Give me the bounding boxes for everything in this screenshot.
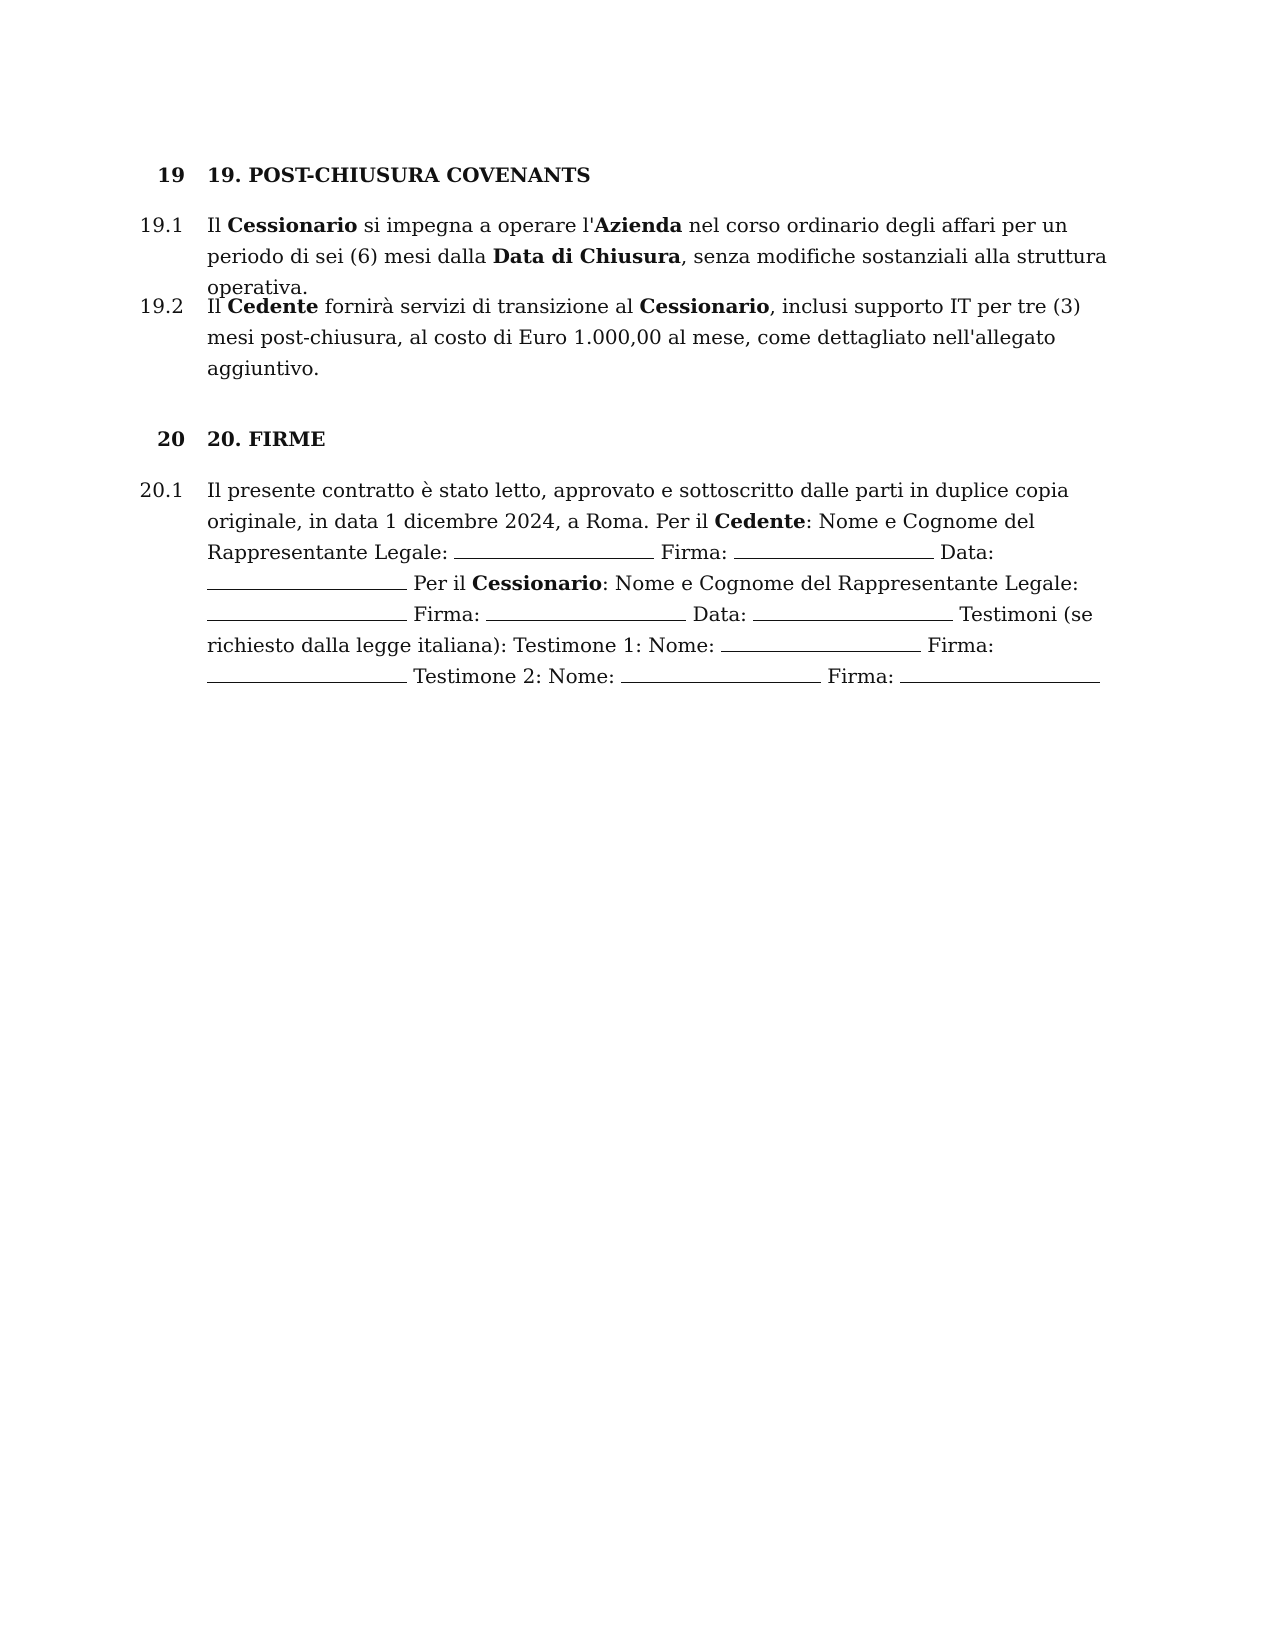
defined-term: Cessionario <box>227 213 358 237</box>
defined-term: Cedente <box>227 294 319 318</box>
clause-number: 19.2 <box>139 294 184 318</box>
signature-blank <box>454 540 654 559</box>
defined-term: Cessionario <box>639 294 770 318</box>
section-title: 19. POST-CHIUSURA COVENANTS <box>207 163 591 187</box>
section-number: 19 <box>157 163 185 187</box>
signature-blank <box>207 571 407 590</box>
signature-blank <box>721 633 921 652</box>
signature-blank <box>207 602 407 621</box>
defined-term: Cessionario <box>472 571 603 595</box>
clause-text: Il presente contratto è stato letto, approvato e sottoscritto dalle parti in duplice copia originale, in data 1 dicembre 2024, a Roma. Per il Cedente: Nome e Cognome del Rappresentante Legale: Firma: Data: Per il Cessionario: Nome e Cognome del Rappresentante Legale: Firma: Data: Testimoni (se richiesto dalla legge italiana): Testimone 1: Nome: Firma: Testimone 2: Nome: Firma: <box>207 475 1122 692</box>
section-title: 20. FIRME <box>207 427 326 451</box>
signature-blank <box>207 664 407 683</box>
signature-blank <box>486 602 686 621</box>
clause-number: 20.1 <box>139 478 184 502</box>
signature-blank <box>753 602 953 621</box>
signature-blank <box>621 664 821 683</box>
clause-text: Il Cessionario si impegna a operare l'Azienda nel corso ordinario degli affari per un periodo di sei (6) mesi dalla Data di Chiusura, senza modifiche sostanziali alla struttura operativa. <box>207 213 1107 299</box>
clause-number: 19.1 <box>139 213 184 237</box>
defined-term: Data di Chiusura <box>492 244 681 268</box>
clause-text: Il Cedente fornirà servizi di transizione al Cessionario, inclusi supporto IT per tre (3) mesi post-chiusura, al costo di Euro 1.000,00 al mese, come dettagliato nell'allegato aggiuntivo. <box>207 294 1081 380</box>
section-number: 20 <box>157 427 185 451</box>
signature-blank <box>900 664 1100 683</box>
signature-blank <box>734 540 934 559</box>
defined-term: Azienda <box>594 213 683 237</box>
defined-term: Cedente <box>714 509 806 533</box>
